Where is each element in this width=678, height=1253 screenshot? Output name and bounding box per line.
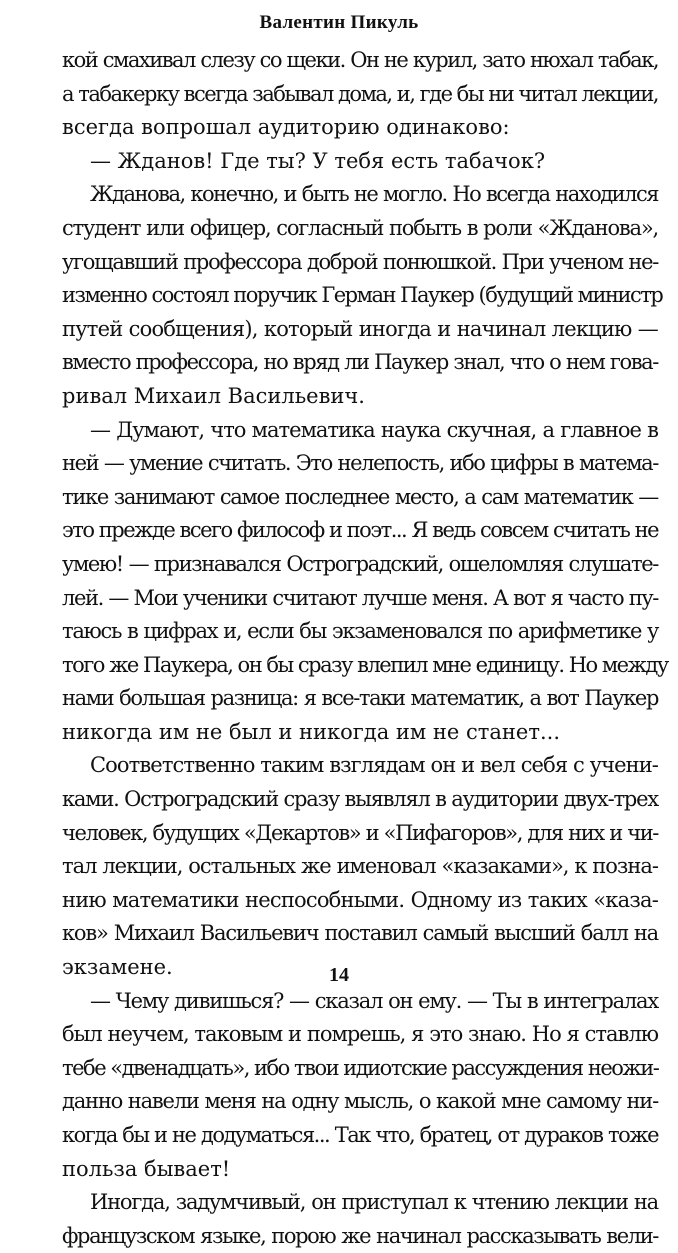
text-line: — Думают, что математика наука скучная, а главное в <box>90 417 658 442</box>
text-line: всегда вопрошал аудиторию одинаково: <box>62 115 510 140</box>
text-line: никогда им не был и никогда им не станет... <box>62 719 561 744</box>
text-line: изменно состоял поручик Герман Паукер (будущий министр <box>62 283 663 308</box>
text-line: Жданова, конечно, и быть не могло. Но всегда находился <box>90 182 658 207</box>
text-line: экзамене. <box>62 955 173 980</box>
text-line: таюсь в цифрах и, если бы экзаменовался по арифметике у <box>62 619 658 644</box>
text-line: угощавший профессора доброй понюшкой. При ученом не- <box>62 249 658 274</box>
text-line: тебе «двенадцать», ибо твои идиотские рассуждения неожи- <box>62 1055 659 1080</box>
text-line: — Чему дивишься? — сказал он ему. — Ты в интегралах <box>90 988 658 1013</box>
text-line: студент или офицер, согласный побыть в роли «Жданова», <box>62 215 658 240</box>
text-line: умею! — признавался Остроградский, ошеломляя слушате- <box>62 551 658 576</box>
text-line: ками. Остроградский сразу выявлял в аудитории двух-трех <box>62 787 658 812</box>
text-line: того же Паукера, он бы сразу влепил мне единицу. Но между <box>62 652 668 677</box>
running-head-author: Валентин Пикуль <box>259 12 419 33</box>
text-line: лей. — Мои ученики считают лучше меня. А вот я часто пу- <box>62 585 658 610</box>
text-line: ней — умение считать. Это нелепость, ибо цифры в матема- <box>62 451 658 476</box>
text-line: данно навели меня на одну мысль, о какой мне самому ни- <box>62 1089 658 1114</box>
text-line: ривал Михаил Васильевич. <box>62 383 365 408</box>
text-line: кой смахивал слезу со щеки. Он не курил, зато нюхал табак, <box>62 48 658 72</box>
text-line: тал лекции, остальных же именовал «казаками», к позна- <box>62 854 658 879</box>
text-line: — Жданов! Где ты? У тебя есть табачок? <box>90 148 546 173</box>
text-line: нами большая разница: я все-таки математик, а вот Паукер <box>62 686 658 711</box>
text-line: это прежде всего философ и поэт... Я ведь совсем считать не <box>62 518 658 543</box>
text-line: вместо профессора, но вряд ли Паукер знал, что о нем гова- <box>62 350 658 375</box>
text-line: тике занимают самое последнее место, а сам математик — <box>62 484 658 509</box>
text-line: французском языке, порою же начинал рассказывать вели- <box>62 1223 658 1248</box>
text-line: Соответственно таким взглядам он и вел себя с учени- <box>90 753 658 778</box>
page-number: 14 <box>329 964 349 986</box>
text-line: путей сообщения), который иногда и начинал лекцию — <box>62 316 658 341</box>
text-line: Иногда, задумчивый, он приступал к чтению лекции на <box>90 1190 658 1215</box>
text-line: был неучем, таковым и помрешь, я это знаю. Но я ставлю <box>62 1022 658 1047</box>
body-text <box>62 44 668 1253</box>
text-line: польза бывает! <box>62 1156 231 1181</box>
text-line: человек, будущих «Декартов» и «Пифагоров», для них и чи- <box>62 820 658 845</box>
text-line: нию математики неспособными. Одному из таких «каза- <box>62 887 658 912</box>
text-line: ков» Михаил Васильевич поставил самый высший балл на <box>62 921 658 946</box>
text-line: а табакерку всегда забывал дома, и, где бы ни читал лекции, <box>62 81 658 106</box>
text-line: когда бы и не додуматься... Так что, братец, от дураков тоже <box>62 1123 658 1147</box>
